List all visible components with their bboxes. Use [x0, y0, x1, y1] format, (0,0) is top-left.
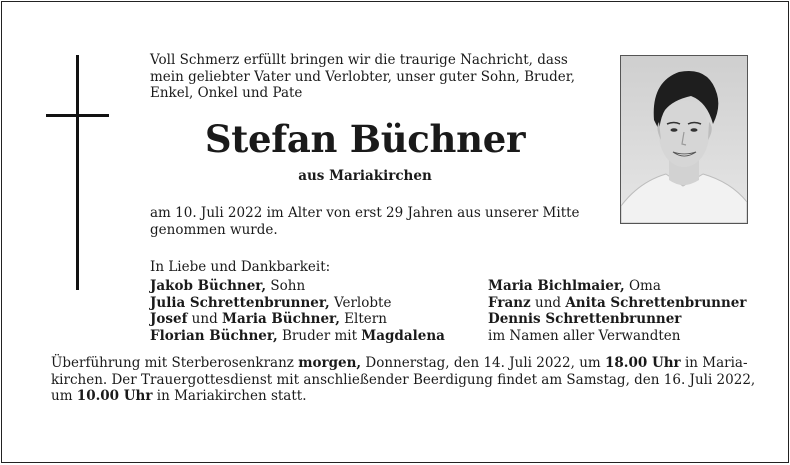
thanks-heading: In Liebe und Dankbarkeit:: [150, 259, 331, 275]
mourner-line: [150, 278, 445, 295]
burial-text: Überführung mit Sterberosenkranz: [51, 355, 299, 371]
mourner-relation: Oma: [624, 278, 661, 294]
obituary-notice: [1, 1, 789, 463]
mourner-name: Franz: [488, 294, 531, 311]
intro-line: mein geliebter Vater und Verlobter, unser guter Sohn, Bruder,: [150, 68, 576, 85]
mourner-name: Julia Schrettenbrunner,: [150, 294, 330, 311]
mourner-line: [150, 328, 445, 345]
mourner-relation: Bruder mit: [277, 327, 362, 344]
mourner-name: Magdalena: [361, 327, 445, 344]
burial-text: Donnerstag, den 14. Juli 2022, um: [361, 355, 605, 371]
portrait-photo: [620, 55, 748, 224]
mourner-relation: Eltern: [339, 311, 387, 327]
mourners-left: [150, 278, 445, 344]
mourner-line: [488, 328, 747, 345]
intro-line: Enkel, Onkel und Pate: [150, 85, 303, 101]
mourner-name: Josef: [150, 311, 188, 327]
burial-line: [51, 355, 755, 372]
death-line: genommen wurde.: [150, 221, 278, 238]
mourner-name: Maria Büchner,: [222, 311, 340, 327]
mourner-name: Dennis Schrettenbrunner: [488, 311, 682, 327]
mourner-name: Maria Bichlmaier,: [488, 278, 625, 294]
cross-icon-bar: [46, 114, 109, 117]
burial-text: in Mariakirchen statt.: [152, 388, 307, 404]
mourner-connector: und: [530, 294, 566, 311]
deceased-name: Stefan Büchner: [204, 117, 526, 161]
death-text: [150, 205, 580, 238]
mourner-relation: Verlobte: [329, 294, 392, 311]
burial-line: [51, 388, 755, 405]
mourner-line: [488, 278, 747, 295]
mourner-name: Anita Schrettenbrunner: [565, 294, 747, 311]
mourner-name: Florian Büchner,: [150, 327, 278, 344]
burial-time: 10.00 Uhr: [76, 388, 153, 404]
intro-text: [150, 52, 575, 102]
death-line: am 10. Juli 2022 im Alter von erst 29 Jahren aus unserer Mitte: [150, 205, 580, 221]
burial-line: kirchen. Der Trauergottesdienst mit anschließender Beerdigung findet am Samstag, den 16. Juli 2022,: [51, 371, 756, 388]
burial-time: 18.00 Uhr: [604, 355, 681, 371]
burial-emphasis: morgen,: [298, 355, 362, 371]
deceased-place: aus Mariakirchen: [298, 168, 432, 184]
mourner-relation: Sohn: [266, 278, 306, 294]
mourner-line: [150, 295, 445, 312]
mourner-line: [150, 311, 445, 328]
portrait-photo-drawing: [621, 56, 747, 223]
burial-text: um: [51, 388, 77, 404]
mourners-right: [488, 278, 747, 344]
mourner-relation: im Namen aller Verwandten: [488, 327, 681, 344]
burial-info: [51, 355, 755, 405]
mourner-connector: und: [187, 311, 223, 327]
cross-icon: [76, 55, 79, 290]
burial-text: in Maria-: [680, 355, 748, 371]
intro-line: Voll Schmerz erfüllt bringen wir die traurige Nachricht, dass: [150, 52, 568, 68]
mourner-name: Jakob Büchner,: [150, 278, 267, 294]
mourner-line: [488, 311, 747, 328]
mourner-line: [488, 295, 747, 312]
